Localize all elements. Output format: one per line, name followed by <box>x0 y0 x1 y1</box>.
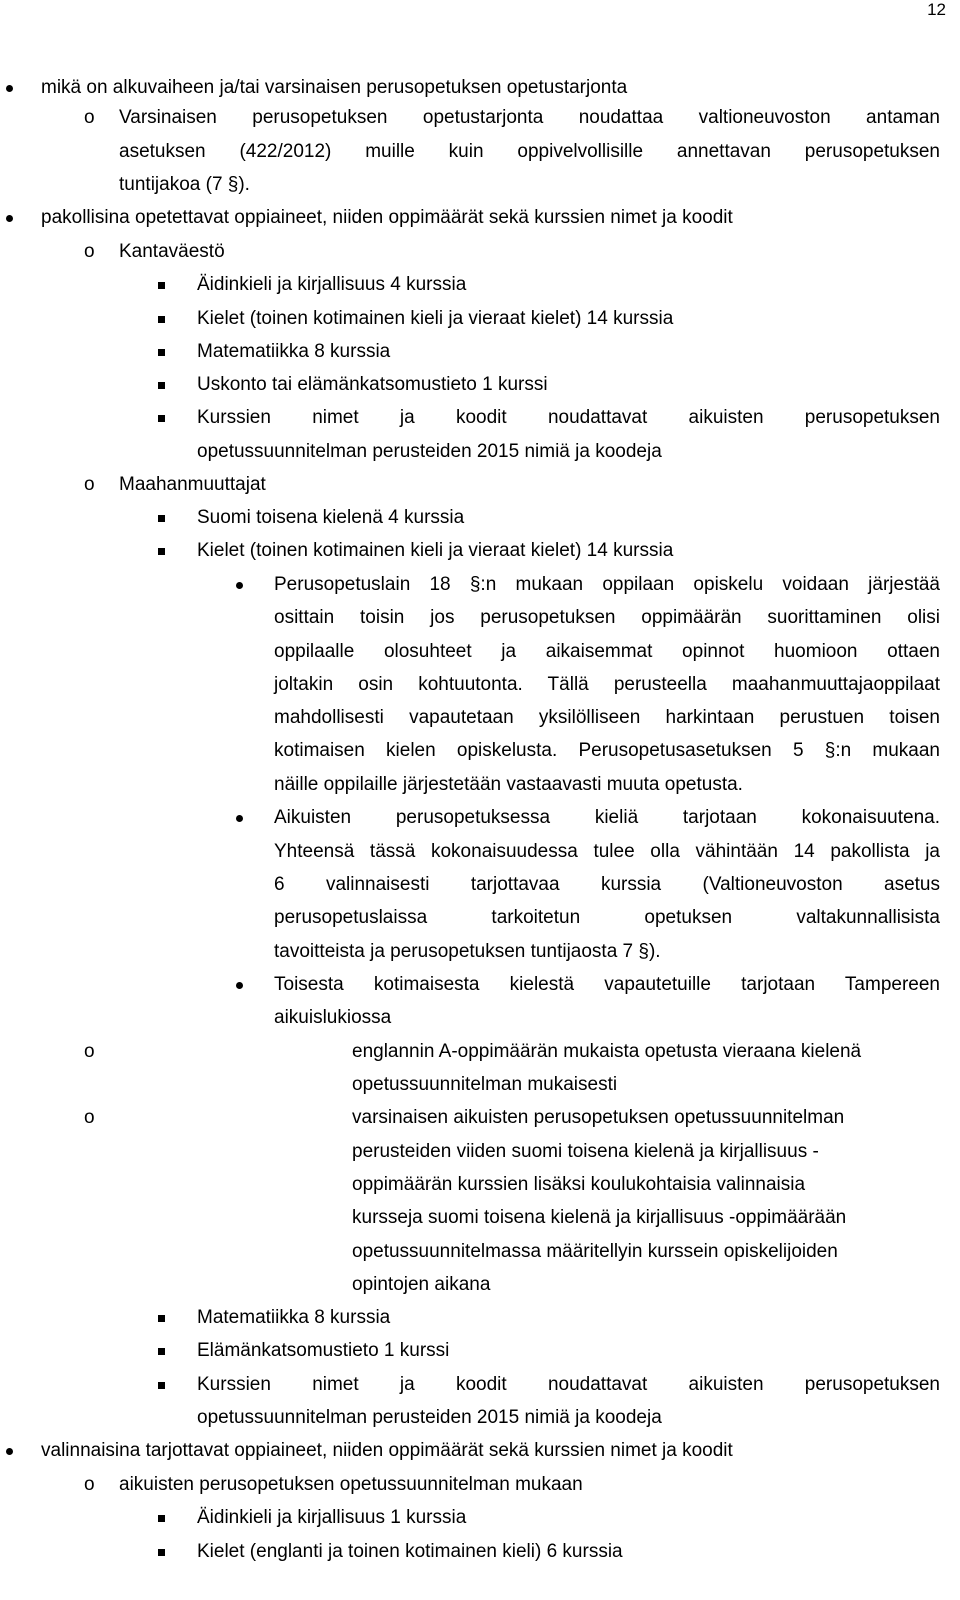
page-number: 12 <box>927 0 946 19</box>
text-line: Matematiikka 8 kurssia <box>197 1307 391 1328</box>
circle-bullet-icon: o <box>84 1041 95 1062</box>
text-line: opintojen aikana <box>352 1274 491 1295</box>
square-bullet-icon <box>158 1549 165 1556</box>
text-line: mikä on alkuvaiheen ja/tai varsinaisen perusopetuksen opetustarjonta <box>41 77 628 98</box>
text-line: valinnaisina tarjottavat oppiaineet, niiden oppimäärät sekä kurssien nimet ja koodit <box>41 1440 733 1461</box>
square-bullet-icon <box>158 282 165 289</box>
circle-bullet-icon: o <box>84 1107 95 1128</box>
text-line: opetussuunnitelman perusteiden 2015 nimiä ja koodeja <box>197 441 662 462</box>
text-line: Maahanmuuttajat <box>119 474 266 495</box>
text-line: Toisesta kotimaisesta kielestä vapautetuille tarjotaan Tampereen <box>274 974 940 995</box>
bullet-icon <box>236 815 243 822</box>
text-line: opetussuunnitelman mukaisesti <box>352 1074 618 1095</box>
text-line: mahdollisesti vapautetaan yksilölliseen harkintaan perustuen toisen <box>274 707 940 728</box>
square-bullet-icon <box>158 349 165 356</box>
text-line: Kielet (toinen kotimainen kieli ja vieraat kielet) 14 kurssia <box>197 540 674 561</box>
text-line: kotimaisen kielen opiskelusta. Perusopetusasetuksen 5 §:n mukaan <box>274 740 940 761</box>
text-line: tavoitteista ja perusopetuksen tuntijaosta 7 §). <box>274 941 661 962</box>
text-line: Äidinkieli ja kirjallisuus 1 kurssia <box>197 1507 467 1528</box>
square-bullet-icon <box>158 515 165 522</box>
square-bullet-icon <box>158 1348 165 1355</box>
text-line: perusteiden viiden suomi toisena kielenä ja kirjallisuus - <box>352 1141 819 1162</box>
text-line: Perusopetuslain 18 §:n mukaan oppilaan opiskelu voidaan järjestää <box>274 574 940 595</box>
text-line: Kurssien nimet ja koodit noudattavat aikuisten perusopetuksen <box>197 1374 940 1395</box>
text-line: Kurssien nimet ja koodit noudattavat aikuisten perusopetuksen <box>197 407 940 428</box>
text-line: englannin A-oppimäärän mukaista opetusta vieraana kielenä <box>352 1041 862 1062</box>
text-line: oppimäärän kurssien lisäksi koulukohtaisia valinnaisia <box>352 1174 806 1195</box>
bullet-icon <box>6 1448 13 1455</box>
text-line: tuntijakoa (7 §). <box>119 174 250 195</box>
text-line: aikuisten perusopetuksen opetussuunnitelman mukaan <box>119 1474 583 1495</box>
text-line: Elämänkatsomustieto 1 kurssi <box>197 1340 450 1361</box>
square-bullet-icon <box>158 1515 165 1522</box>
text-line: oppilaalle olosuhteet ja aikaisemmat opinnot huomioon ottaen <box>274 641 940 662</box>
bullet-icon <box>6 215 13 222</box>
circle-bullet-icon: o <box>84 241 95 262</box>
text-line: Kielet (toinen kotimainen kieli ja vieraat kielet) 14 kurssia <box>197 308 674 329</box>
text-line: kursseja suomi toisena kielenä ja kirjallisuus -oppimäärään <box>352 1207 847 1228</box>
square-bullet-icon <box>158 382 165 389</box>
text-line: Varsinaisen perusopetuksen opetustarjonta noudattaa valtioneuvoston antaman <box>119 107 940 128</box>
bullet-icon <box>6 85 13 92</box>
text-line: 6 valinnaisesti tarjottavaa kurssia (Valtioneuvoston asetus <box>274 874 940 895</box>
text-line: näille oppilaille järjestetään vastaavasti muuta opetusta. <box>274 774 743 795</box>
circle-bullet-icon: o <box>84 474 95 495</box>
text-line: Suomi toisena kielenä 4 kurssia <box>197 507 465 528</box>
text-line: opetussuunnitelmassa määritellyin kurssein opiskelijoiden <box>352 1241 838 1262</box>
text-line: Uskonto tai elämänkatsomustieto 1 kurssi <box>197 374 548 395</box>
text-line: joltakin osin kohtuutonta. Tällä perusteella maahanmuuttajaoppilaat <box>274 674 940 695</box>
square-bullet-icon <box>158 1315 165 1322</box>
text-line: Kielet (englanti ja toinen kotimainen kieli) 6 kurssia <box>197 1541 623 1562</box>
bullet-icon <box>236 582 243 589</box>
text-line: Kantaväestö <box>119 241 225 262</box>
text-line: osittain toisin jos perusopetuksen oppimäärän suorittaminen olisi <box>274 607 940 628</box>
circle-bullet-icon: o <box>84 107 95 128</box>
text-line: Matematiikka 8 kurssia <box>197 341 391 362</box>
square-bullet-icon <box>158 548 165 555</box>
text-line: Yhteensä tässä kokonaisuudessa tulee olla vähintään 14 pakollista ja <box>274 841 940 862</box>
square-bullet-icon <box>158 415 165 422</box>
square-bullet-icon <box>158 316 165 323</box>
bullet-icon <box>236 982 243 989</box>
text-line: Aikuisten perusopetuksessa kieliä tarjotaan kokonaisuutena. <box>274 807 940 828</box>
text-line: pakollisina opetettavat oppiaineet, niiden oppimäärät sekä kurssien nimet ja koodit <box>41 207 733 228</box>
text-line: aikuislukiossa <box>274 1007 392 1028</box>
text-line: asetuksen (422/2012) muille kuin oppivelvollisille annettavan perusopetuksen <box>119 141 940 162</box>
circle-bullet-icon: o <box>84 1474 95 1495</box>
text-line: Äidinkieli ja kirjallisuus 4 kurssia <box>197 274 467 295</box>
text-line: opetussuunnitelman perusteiden 2015 nimiä ja koodeja <box>197 1407 662 1428</box>
text-line: varsinaisen aikuisten perusopetuksen opetussuunnitelman <box>352 1107 845 1128</box>
text-line: perusopetuslaissa tarkoitetun opetuksen valtakunnallisista <box>274 907 940 928</box>
square-bullet-icon <box>158 1382 165 1389</box>
